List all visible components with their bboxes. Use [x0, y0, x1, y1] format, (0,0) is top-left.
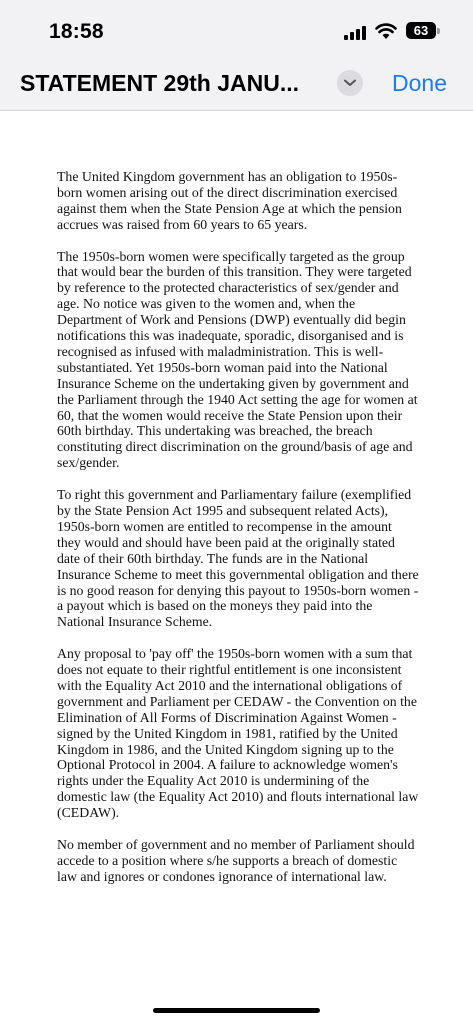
paragraph-obligation: The United Kingdom government has an obligation to 1950s-born women arising out of the direct discrimination exercised against them when the State Pension Age at which the pension accrues was raised from 60 years to 65 years.: [57, 169, 402, 232]
paragraph-conclusion: No member of government and no member of Parliament should accede to a position where s/he supports a breach of domestic law and ignores or condones ignorance of international law.: [57, 837, 415, 884]
paragraph-targeted: The 1950s-born women were specifically targeted as the group that would bear the burden of this transition. They were targeted by reference to the protected characteristics of sex/gender and age. No notice was given to the women and, when the Department of Work and Pensions (DWP) eventually did begin notifications this was inadequate, sporadic, disorganised and is recognised as infused with maladministration. This is well-substantiated. Yet 1950s-born woman paid into the National Insurance Scheme on the undertaking given by government and the Parliament through the 1940 Act setting the age for women at 60, that the women would receive the State Pension upon their 60th birthday. This undertaking was breached, the breach constituting direct discrimination on the ground/basis of age and sex/gender.: [57, 248, 418, 471]
battery-cap: [437, 28, 440, 34]
title-menu-button[interactable]: [337, 70, 363, 96]
status-bar: [0, 0, 473, 62]
paragraph-recompense: To right this government and Parliamentary failure (exemplified by the State Pension Act 1995 and subsequent related Acts), 1950s-born women are entitled to recompense in the amount they would and should have been paid at the originally stated date of their 60th birthday. The funds are in the National Insurance Scheme to meet this governmental obligation and there is no good reason for denying this payout to 1950s-born women - a payout which is based on the moneys they paid into the National Insurance Scheme.: [57, 487, 419, 630]
status-time: 18:58: [49, 20, 104, 43]
chevron-down-icon: [344, 79, 356, 87]
paragraph-proposal: Any proposal to 'pay off' the 1950s-born women with a sum that does not equate to their rightful entitlement is one inconsistent with the Equality Act 2010 and the international obligations of government and Parliament per CEDAW - the Convention on the Elimination of All Forms of Discrimination Against Women - signed by the United Kingdom in 1981, ratified by the United Kingdom in 1986, and the United Kingdom signing up to the Optional Protocol in 2004. A failure to acknowledge women's rights under the Equality Act 2010 is undermining of the domestic law (the Equality Act 2010) and flouts international law (CEDAW).: [57, 646, 419, 821]
navigation-bar: [0, 62, 473, 111]
document-page: [57, 169, 419, 901]
wifi-icon: [375, 22, 397, 40]
document-viewer[interactable]: [0, 112, 473, 1024]
done-button[interactable]: Done: [392, 70, 447, 96]
battery-icon: 63: [406, 22, 436, 39]
home-indicator[interactable]: [153, 1008, 320, 1013]
document-title: STATEMENT 29th JANU...: [20, 70, 299, 96]
cellular-signal-icon: [344, 25, 368, 40]
